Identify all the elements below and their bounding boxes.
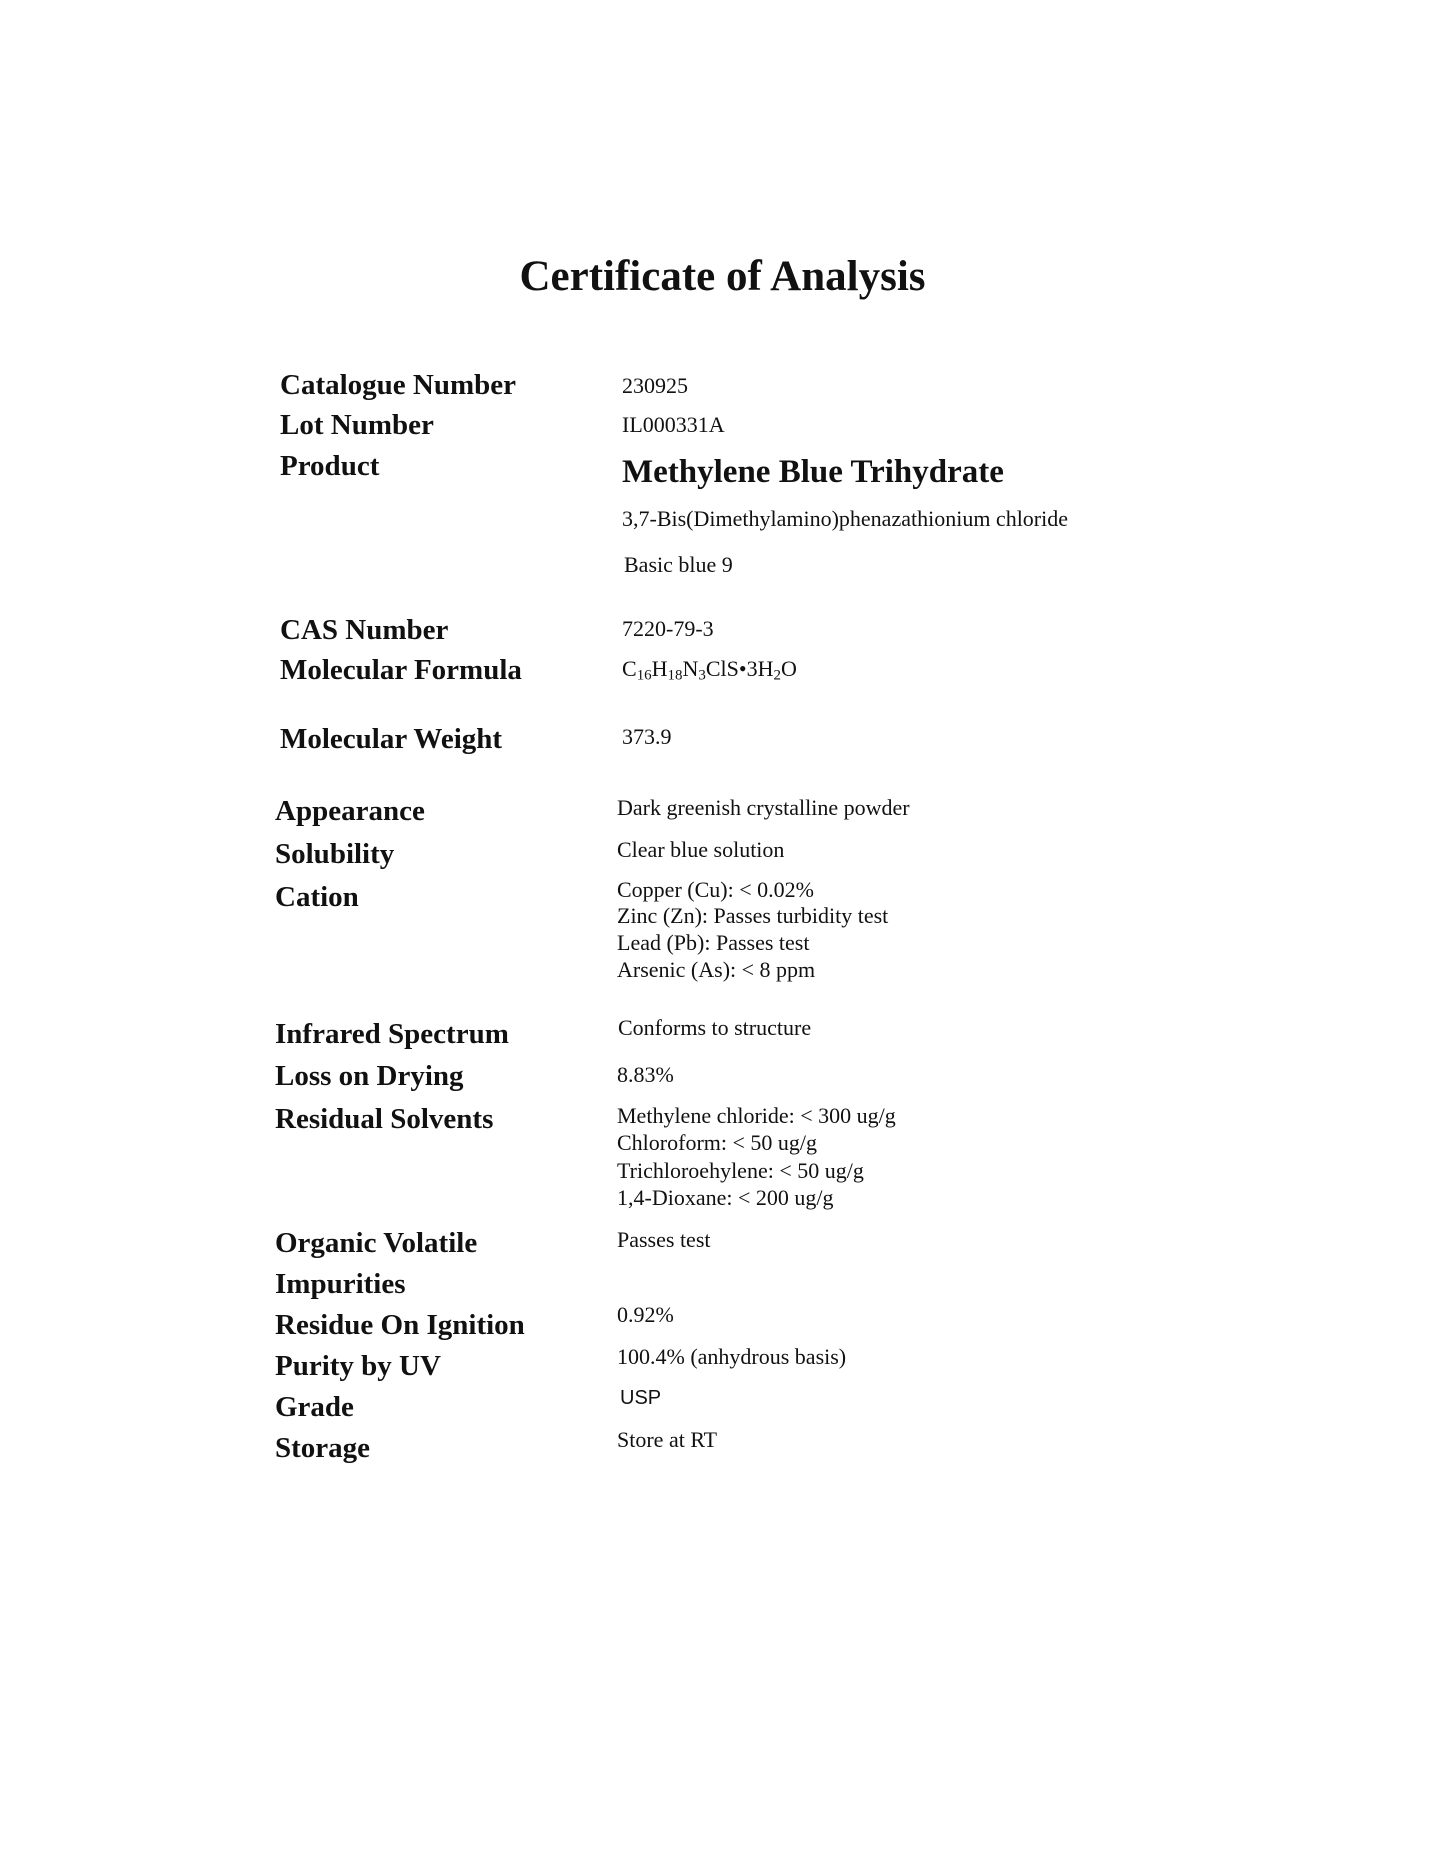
infrared-spectrum-value: Conforms to structure: [618, 1015, 812, 1040]
product-label: Product: [280, 450, 380, 482]
grade-value: USP: [620, 1387, 662, 1409]
purity-by-uv-label: Purity by UV: [275, 1350, 441, 1382]
lot-number-value: IL000331A: [622, 412, 725, 437]
cation-lead: Lead (Pb): Passes test: [617, 930, 810, 955]
cation-copper: Copper (Cu): < 0.02%: [617, 877, 814, 902]
solubility-label: Solubility: [275, 838, 395, 870]
organic-volatile-impurities-label-line-2: Impurities: [275, 1268, 406, 1300]
molecular-weight-label: Molecular Weight: [280, 723, 503, 755]
residual-solvent-chloroform: Chloroform: < 50 ug/g: [617, 1130, 818, 1155]
infrared-spectrum-label: Infrared Spectrum: [275, 1018, 509, 1050]
storage-label: Storage: [275, 1432, 371, 1464]
residue-on-ignition-value: 0.92%: [617, 1302, 674, 1327]
cation-label: Cation: [275, 881, 359, 913]
organic-volatile-impurities-label-line-1: Organic Volatile: [275, 1227, 478, 1259]
residual-solvents-label: Residual Solvents: [275, 1103, 494, 1135]
residual-solvent-methylene-chloride: Methylene chloride: < 300 ug/g: [617, 1103, 896, 1128]
appearance-value: Dark greenish crystalline powder: [617, 795, 910, 820]
catalogue-number-value: 230925: [622, 373, 688, 398]
purity-by-uv-value: 100.4% (anhydrous basis): [617, 1344, 847, 1369]
product-synonym-iupac: 3,7-Bis(Dimethylamino)phenazathionium chloride: [622, 506, 1069, 531]
loss-on-drying-value: 8.83%: [617, 1062, 674, 1087]
lot-number-label: Lot Number: [280, 409, 434, 441]
loss-on-drying-label: Loss on Drying: [275, 1060, 464, 1092]
cas-number-value: 7220-79-3: [622, 616, 714, 641]
appearance-label: Appearance: [275, 795, 425, 827]
solubility-value: Clear blue solution: [617, 837, 785, 862]
product-synonym-common: Basic blue 9: [624, 552, 733, 577]
residual-solvent-dioxane: 1,4-Dioxane: < 200 ug/g: [617, 1185, 834, 1210]
catalogue-number-label: Catalogue Number: [280, 369, 517, 401]
cation-arsenic: Arsenic (As): < 8 ppm: [617, 957, 816, 982]
residual-solvent-trichloroethylene: Trichloroehylene: < 50 ug/g: [617, 1158, 864, 1183]
storage-value: Store at RT: [617, 1427, 718, 1452]
molecular-weight-value: 373.9: [622, 724, 672, 749]
cation-zinc: Zinc (Zn): Passes turbidity test: [617, 903, 889, 928]
product-name: Methylene Blue Trihydrate: [622, 454, 1004, 490]
molecular-formula-label: Molecular Formula: [280, 654, 522, 686]
organic-volatile-impurities-value: Passes test: [617, 1227, 711, 1252]
grade-label: Grade: [275, 1391, 354, 1423]
cas-number-label: CAS Number: [280, 614, 449, 646]
residue-on-ignition-label: Residue On Ignition: [275, 1309, 525, 1341]
document-title: Certificate of Analysis: [519, 253, 926, 300]
molecular-formula-value: $C_{16}H_{18}N_3ClS•3H_2O$: [622, 656, 797, 684]
